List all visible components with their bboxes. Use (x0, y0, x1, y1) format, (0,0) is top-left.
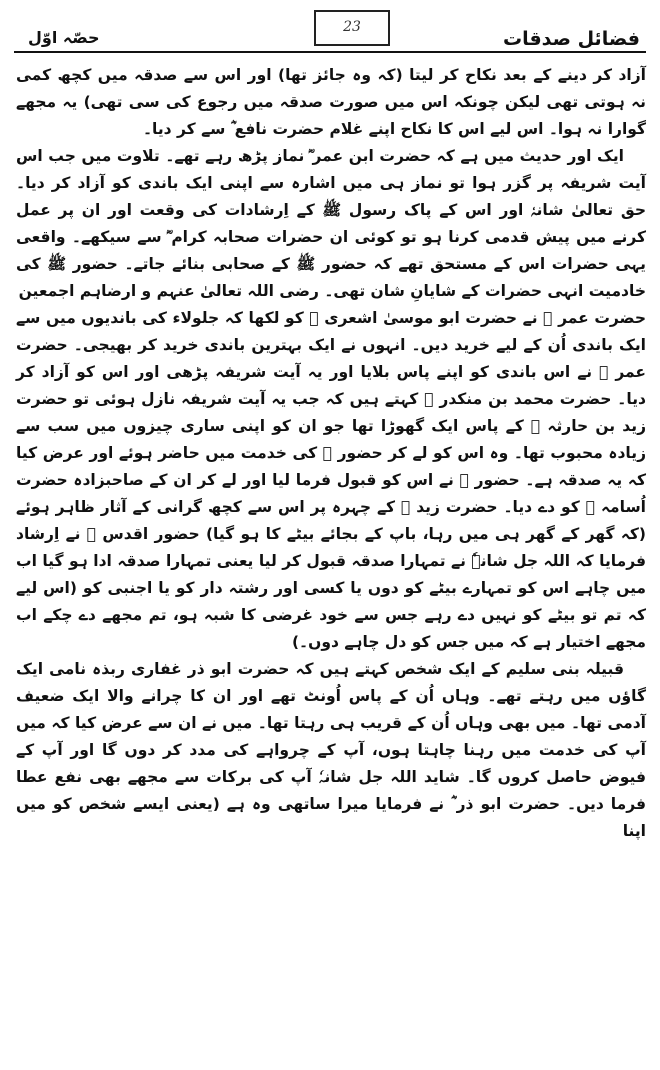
paragraph: قبیلہ بنی سلیم کے ایک شخص کہتے ہیں کہ حضرت ابو ذر غفاری ربذہ نامی ایک گاؤں میں رہتے تھے۔ وہاں اُن کے پاس اُونٹ تھے اور ان کا چرانے والا ایک ضعیف آدمی تھا۔ میں بھی وہاں اُن کے قریب ہی رہتا تھا۔ میں نے ان سے عرض کیا کہ میں آپ کی خدمت میں رہنا چاہتا ہوں، آپ کے چرواہے کی مدد کر دوں گا اور آپ کے فیوض حاصل کروں گا۔ شاید اللہ جل شانہٗ آپ کی برکات سے مجھے بھی نفع عطا فرما دیں۔ حضرت ابو ذر ؓ نے فرمایا میرا ساتھی وہ ہے (یعنی ایسے شخص کو میں اپنا (16, 660, 646, 840)
section-label: حصّہ اوّل (28, 28, 100, 47)
paragraph: حضرت عمر ؓ نے حضرت ابو موسیٰ اشعری ؓ کو لکھا کہ جلولاء کی باندیوں میں سے ایک باندی اُن کے لیے خرید دیں۔ انہوں نے ایک بہترین باندی خرید کر بھیجی۔ حضرت عمر ؓ نے اس باندی کو اپنے پاس بلایا اور یہ آیت شریفہ پڑھی اور اس کو آزاد کر دیا۔ حضرت محمد بن منکدر ؒ کہتے ہیں کہ جب یہ آیت شریفہ نازل ہوئی تو حضرت زید بن حارثہ ؓ کے پاس ایک گھوڑا تھا جو ان کو اپنی ساری چیزوں میں سب سے زیادہ محبوب تھا۔ وہ اس کو لے کر حضور ﷺ کی خدمت میں حاضر ہوئے اور عرض کیا کہ یہ صدقہ ہے۔ حضور ﷺ نے اس کو قبول فرما لیا اور لے کر ان کے صاحبزادہ حضرت اُسامہ ؓ کو دے دیا۔ حضرت زید ؓ کے چہرہ پر اس سے کچھ گرانی کے آثار ظاہر ہوئے (کہ گھر کے گھر ہی میں رہا، باپ کے بجائے بیٹے کا ہو گیا) حضور اقدس ﷺ نے اِرشاد فرمایا کہ اللہ جل شانہٗ نے تمہارا صدقہ قبول کر لیا یعنی تمہارا صدقہ ادا ہو گیا اب میں چاہے اس کو تمہارے بیٹے کو دوں یا کسی اور رشتہ دار کو یا اجنبی کو (اس لیے کہ تم تو بیٹے کو نہیں دے رہے جس سے خود غرضی کا شبہ ہو، تم مجھے دے چکے اب مجھے اختیار ہے کہ میں جس کو دل چاہے دوں۔) (16, 309, 646, 651)
paragraph: آزاد کر دینے کے بعد نکاح کر لیتا (کہ وہ جائز تھا) اور اس سے صدقہ میں کچھ کمی نہ ہوتی تھی لیکن چونکہ اس میں صورت صدقہ میں رجوع کی سی تھی) یہ مجھے گوارا نہ ہوا۔ اس لیے اس کا نکاح اپنے غلام حضرت نافع ؓ سے کر دیا۔ (16, 66, 646, 138)
header-divider (14, 51, 646, 53)
page-number: 23 (314, 10, 390, 46)
book-title: فضائل صدقات (502, 28, 640, 50)
paragraph: ایک اور حدیث میں ہے کہ حضرت ابن عمر ؓ نماز پڑھ رہے تھے۔ تلاوت میں جب اس آیت شریفہ پر گزر ہوا تو نماز ہی میں اشارہ سے اپنی ایک باندی کو آزاد کر دیا۔ حق تعالیٰ شانہٗ اور اس کے پاک رسول ﷺ کے اِرشادات کی وقعت اور ان پر عمل کرنے میں پیش قدمی کرنا ہو تو کوئی ان حضرات صحابہ کرام ؓ سے سیکھے۔ واقعی یہی حضرات اس کے مستحق تھے کہ حضور ﷺ کے صحابی بنائے جاتے۔ حضور ﷺ کی خادمیت انہی حضرات کے شایانِ شان تھی۔ رضی اللہ تعالیٰ عنہم و ارضاہم اجمعین (16, 147, 646, 300)
page-header (14, 8, 646, 52)
page-body (16, 62, 646, 845)
